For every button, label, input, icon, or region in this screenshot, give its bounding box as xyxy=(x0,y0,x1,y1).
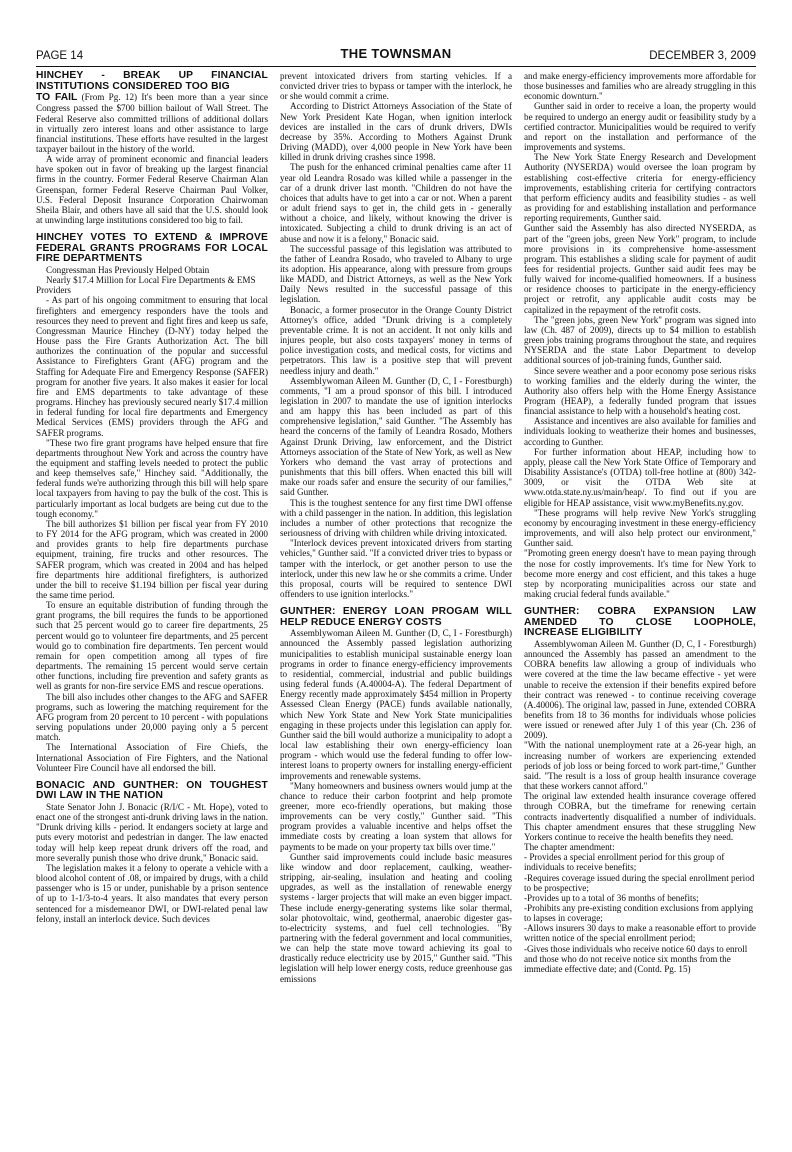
article-paragraph: prevent intoxicated drivers from starting vehicles. If a convicted driver tries to bypass or tamper with the interlock, he or she would commit a crime. xyxy=(280,71,512,102)
list-item: -Gives those individuals who receive notice 60 days to enroll and those who do not receive notice six months from the immediate effective date; and (Contd. Pg. 15) xyxy=(524,943,748,974)
article-headline-bonacic-gunther-dwi: BONACIC AND GUNTHER: ON TOUGHEST DWI LAW IN THE NATION xyxy=(36,779,268,802)
article-paragraph: Bonacic, a former prosecutor in the Orange County District Attorney's office, added "Drunk driving is a completely preventable crime. It is not an accident. It not only kills and injures people, but also costs taxpayers' money in terms of police investigation costs, and medical costs, for victims and perpetrators. This law is a positive step that will prevent needless injury and death." xyxy=(280,304,512,376)
article-paragraph: This is the toughest sentence for any first time DWI offense with a child passenger in the nation. In addition, this legislation includes a number of other protections that recognize the seriousness of driving with children while driving intoxicated. xyxy=(280,497,512,539)
article-headline-gunther-cobra: GUNTHER: COBRA EXPANSION LAW AMENDED TO CLOSE LOOPHOLE, INCREASE ELIGIBILITY xyxy=(524,606,756,639)
article-paragraph: Gunther said in order to receive a loan, the property would be required to undergo an energy audit or feasibility study by a certified contractor. Municipalities would be required to verify and report on the installation and performance of the improvements and systems. xyxy=(524,101,756,153)
article-paragraph: To ensure an equitable distribution of funding through the grant programs, the bill requires the funds to be apportioned such that 25 percent would go to career fire departments, 25 percent would go to volunteer fire departments, and 25 percent would go to combination fire departments. Ten percent would remain for open competition among all types of fire departments. The remaining 15 percent would serve certain other functions, including fire prevention and safety grants as well as grants for non-fire service EMS and rescue operations. xyxy=(36,600,268,692)
article-paragraph: The bill also includes other changes to the AFG and SAFER programs, such as lowering the matching requirement for the AFG program from 20 percent to 10 percent - with populations serving populations under 20,000 paying only a 5 percent match. xyxy=(36,691,268,743)
article-paragraph: "Promoting green energy doesn't have to mean paying through the nose for costly improvements. It's time for New York to become more energy and cost efficient, and this takes a huge step by ncorporating municipalities across our state and making crucial federal funds available." xyxy=(524,548,756,599)
list-item: -Requires coverage issued during the special enrollment period to be prospective; xyxy=(524,872,755,893)
article-paragraph: The successful passage of this legislation was attributed to the father of Leandra Rosado, who traveled to Albany to urge its adoption. His appearance, along with pressure from groups like MADD, and District Attorneys, as well as the New York Daily News resulted in the successful passage of this legislation. xyxy=(280,243,512,305)
column-1 xyxy=(36,71,268,1091)
article-paragraph: Assemblywoman Aileen M. Gunther (D, C, I - Forestburgh) comments, "I am a proud sponsor of this bill. I introduced legislation in 2007 to mandate the use of ignition interlocks and am happy this has been included as part of this comprehensive legislation," said Gunther. "The Assembly has heard the concerns of the family of Leandra Rosado, Mothers Against Drunk Driving, law enforcement, and the District Attorneys association of the State of New York, as well as New Yorkers who demand the vast array of protections and punishments that this bill offers. When enacted this bill will make our roads safer and ensure the security of our families," said Gunther. xyxy=(280,375,512,498)
article-headline-continuation: TO FAIL xyxy=(36,92,78,104)
list-item: -Prohibits any pre-existing condition exclusions from applying to lapses in coverage; xyxy=(524,902,754,924)
article-paragraph: The New York State Energy Research and Development Authority (NYSERDA) would oversee the loan program by establishing cost-effective criteria for energy-efficiency improvements, establishing criteria for certifying contractors that perform efficiency audits and feasibility studies - as well as providing for and establishing installation and performance reporting requirements, Gunther said. xyxy=(524,152,756,224)
article-paragraph xyxy=(36,92,268,154)
article-headline-hinchey-break-up: HINCHEY - BREAK UP FINANCIAL INSTITUTIONS CONSIDERED TOO BIG xyxy=(36,71,268,92)
article-paragraph: Since severe weather and a poor economy pose serious risks to working families and the elderly during the winter, the Authority also offers help with the Home Energy Assistance Program (HEAP), a federally funded program that issues financial assistance to help with a household's heating cost. xyxy=(524,365,756,417)
article-paragraph: - As part of his ongoing commitment to ensuring that local firefighters and emergency responders have the tools and resources they need to prevent and fight fires and keep us safe, Congressman Maurice Hinchey (D-NY) today helped the House pass the Fire Grants Authorization Act. The bill authorizes the continuation of the popular and successful Assistance to Firefighters Grant (AFG) program and the Staffing for Adequate Fire and Emergency Response (SAFER) program for another five years. It also makes it easier for local fire and EMS departments to take advantage of these programs. Hinchey has previously secured nearly $17.4 million in federal funding for local fire departments and Emergency Medical Services (EMS) providers through the AFG and SAFER programs. xyxy=(36,295,268,438)
list-item: - Provides a special enrollment period for this group of individuals to receive benefits; xyxy=(524,852,725,873)
article-headline-gunther-energy-loan: GUNTHER: ENERGY LOAN PROGAM WILL HELP REDUCE ENERGY COSTS xyxy=(280,606,512,628)
article-paragraph: Gunther said the Assembly has also directed NYSERDA, as part of the "green jobs, green New York" program, to include more provisions in its comprehensive home-assessment program. This establishes a sliding scale for payment of audit fees for residential projects. Gunther said audit fees may be fully waived for income-qualified homeowners. If a business or residence chooses to participate in the energy-efficiency project or retrofit, any applicable audit costs may be capitalized in the repayment of the retrofit costs. xyxy=(524,223,756,315)
article-paragraph: "With the national unemployment rate at a 26-year high, an increasing number of workers are experiencing extended periods of job loss or being forced to work part-time," Gunther said. "The result is a loss of group health insurance coverage that these workers cannot afford." xyxy=(524,740,756,792)
article-paragraph: The legislation makes it a felony to operate a vehicle with a blood alcohol content of .08, or impaired by drugs, with a child passenger who is 15 or under, punishable by a prison sentence of up to 1-1/3-to-4 years. It also mandates that every person sentenced for a misdemeanor DWI, or DWI-related penal law felony, install an interlock device. Such devices xyxy=(36,862,268,924)
article-paragraph: "Many homeowners and business owners would jump at the chance to reduce their carbon footprint and help promote greener, more eco-friendly operations, but making those improvements can be very costly," Gunther said. "This program provides a valuable incentive and helps offset the immediate costs by creating a loan system that allows for payments to be made on your property tax bills over time." xyxy=(280,780,512,852)
article-paragraph: Assistance and incentives are also available for families and individuals looking to weatherize their homes and businesses, according to Gunther. xyxy=(524,416,756,447)
newspaper-title: THE TOWNSMAN xyxy=(340,46,452,61)
article-paragraph: Gunther said improvements could include basic measures like window and door replacement, caulking, weather-stripping, air-sealing, insulation and heating and cooling upgrades, as well as the installation of renewable energy systems - larger projects that will make an even bigger impact. These include energy-generating systems like solar thermal, solar photovoltaic, wind, geothermal, anaerobic digester gas-to-electricity systems, and fuel cell technologies. "By partnering with the federal government and local communities, we can help the state move toward achieving its goal to drastically reduce electricity use by 2015," Gunther said. "This legislation will help lower energy costs, reduce greenhouse gas emissions xyxy=(280,851,512,984)
article-paragraph: Assemblywoman Aileen M. Gunther (D, C, I - Forestburgh) announced the Assembly has passed an amendment to the COBRA benefits law allowing a group of individuals who were covered at the time the law became effective - yet were unable to receive the extension if their benefits expired before their contract was renewed - to continue receiving coverage (A.40006). The original law, passed in June, extended COBRA benefits from 18 to 36 months for individuals whose policies were issued or renewed after July 1 of this year (Ch. 236 of 2009). xyxy=(524,638,756,741)
article-paragraph: "Interlock devices prevent intoxicated drivers from starting vehicles," Gunther said. "If a convicted driver tries to bypass or tamper with the interlock, or get another person to use the interlock, under this new law he or she commits a crime. Under this proposal, courts will be required to sentence DWI offenders to use ignition interlocks." xyxy=(280,538,512,599)
article-paragraph: For further information about HEAP, including how to apply, please call the New York State Office of Temporary and Disability Assistance's (OTDA) toll-free hotline at (800) 342-3009, or visit the OTDA Web site at www.otda.state.ny.us/main/heap/. To find out if you are eligible for HEAP assistance, visit www.myBenefits.ny.gov. xyxy=(524,446,756,508)
list-item: -Allows insurers 30 days to make a reasonable effort to provide written notice of the special enrollment period; xyxy=(524,923,756,944)
paragraph-text: (From Pg. 12) It's been more than a year since Congress passed the $700 billion bailout of Wall Street. The Federal Reserve also committed trillions of additional dollars in virtually zero interest loans and other assistance to large financial institutions. These efforts have resulted in the largest taxpayer bailout in the history of the world. xyxy=(36,92,268,154)
article-paragraph: "These programs will help revive New York's struggling economy by encouraging investment in these energy-efficiency improvements, and will also help protect our environment," Gunther said. xyxy=(524,507,756,549)
masthead xyxy=(36,46,756,66)
article-paragraph: According to District Attorneys Association of the State of New York President Kate Hogan, when ignition interlock devices are installed in the cars of drunk drivers, DWIs decrease by 35%. According to Mothers Against Drunk Driving (MADD), over 4,000 people in New York have been killed in drunk driving crashes since 1998. xyxy=(280,101,512,163)
article-paragraph: The bill authorizes $1 billion per fiscal year from FY 2010 to FY 2014 for the AFG program, which was created in 2000 and provides grants to help fire departments purchase equipment, training, fire trucks and other resources. The SAFER program, which was created in 2004 and has helped fire departments hire additional firefighters, is authorized under the bill to receive $1.194 billion per fiscal year during the same time period. xyxy=(36,518,268,600)
article-paragraph: and make energy-efficiency improvements more affordable for those businesses and families who are already struggling in this economic downturn." xyxy=(524,71,756,102)
article-paragraph: "These two fire grant programs have helped ensure that fire departments throughout New York and across the country have the equipment and staffing levels needed to protect the public and keep themselves safe," Hinchey said. "Additionally, the federal funds we're authorizing through this bill will help spare local taxpayers from having to pay the bulk of the cost. This is particularly important as local budgets are being cut due to the tough economy." xyxy=(36,437,268,519)
article-subheadline: Congressman Has Previously Helped Obtain xyxy=(46,265,210,275)
column-2 xyxy=(280,71,512,1091)
page-number: PAGE 14 xyxy=(36,50,84,62)
list-intro: The chapter amendment: xyxy=(524,842,615,853)
article-paragraph: The "green jobs, green New York" program was signed into law (Ch. 487 of 2009), directs up to $4 million to establish green jobs training programs throughout the state, and requires NYSERDA and the state Labor Department to develop additional sources of job-training funds, Gunther said. xyxy=(524,314,756,366)
issue-date: DECEMBER 3, 2009 xyxy=(649,50,756,62)
article-headline-hinchey-fire-grants: HINCHEY VOTES TO EXTEND & IMPROVE FEDERAL GRANTS PROGRAMS FOR LOCAL FIRE DEPARTMENTS xyxy=(36,232,268,265)
column-3 xyxy=(524,71,756,1091)
header-rule xyxy=(36,66,756,67)
article-paragraph: State Senator John J. Bonacic (R/I/C - Mt. Hope), voted to enact one of the strongest anti-drunk driving laws in the nation. "Drunk driving kills - period. It endangers society at large and puts every motorist and pedestrian in danger. The law enacted today will help keep repeat drunk drivers off the road, and more severally punish those who drive drunk," Bonacic said. xyxy=(36,802,268,863)
list-item: -Provides up to a total of 36 months of benefits; xyxy=(524,892,699,903)
article-paragraph: Assemblywoman Aileen M. Gunther (D, C, I - Forestburgh) announced the Assembly passed legislation authorizing municipalities to establish municipal sustainable energy loan programs in order to finance energy-efficiency improvements to residential, commercial, industrial and public buildings using federal funds (A.40004-A). The federal Department of Energy recently made approximately $454 million in Property Assessed Clean Energy (PACE) funds available nationally, which New York State and New York State municipalities engaging in these projects under this legislation can apply for. Gunther said the bill would authorize a municipality to adopt a local law establishing their own energy-efficiency loan program - which would use the federal funding to offer low-interest loans to property owners for installing energy-efficient improvements and renewable systems. xyxy=(280,628,512,781)
article-paragraph: A wide array of prominent economic and financial leaders have spoken out in favor of breaking up the largest financial firms in the country. Former Federal Reserve Chairman Alan Greenspan, former Federal Reserve Chairman Paul Volker, U.S. Federal Deposit Insurance Corporation Chairwoman Sheila Blair, and others have all said that the U.S. should look at unwinding large institutions considered too big to fail. xyxy=(36,154,268,226)
article-paragraph: The push for the enhanced criminal penalties came after 11 year old Leandra Rosado was killed while a passenger in the car of a drunk driver last month. "Children do not have the choices that adults have to get into a car or not. When a parent or adult friend says to get in, the child gets in - generally without a choice, and likely, without knowing the driver is intoxicated. Subjecting a child to drunk driving is an act of abuse and now it is a felony," Bonacic said. xyxy=(280,162,512,244)
article-paragraph: The International Association of Fire Chiefs, the International Association of Fire Fighters, and the National Volunteer Fire Council have all endorsed the bill. xyxy=(36,742,268,773)
article-paragraph: The original law extended health insurance coverage offered through COBRA, but the timeframe for renewing certain contracts inadvertently disqualified a number of individuals. This chapter amendment ensures that these struggling New Yorkers continue to receive the health benefits they need. xyxy=(524,791,756,842)
article-subheadline: Nearly $17.4 Million for Local Fire Departments & EMS Providers xyxy=(36,275,256,296)
